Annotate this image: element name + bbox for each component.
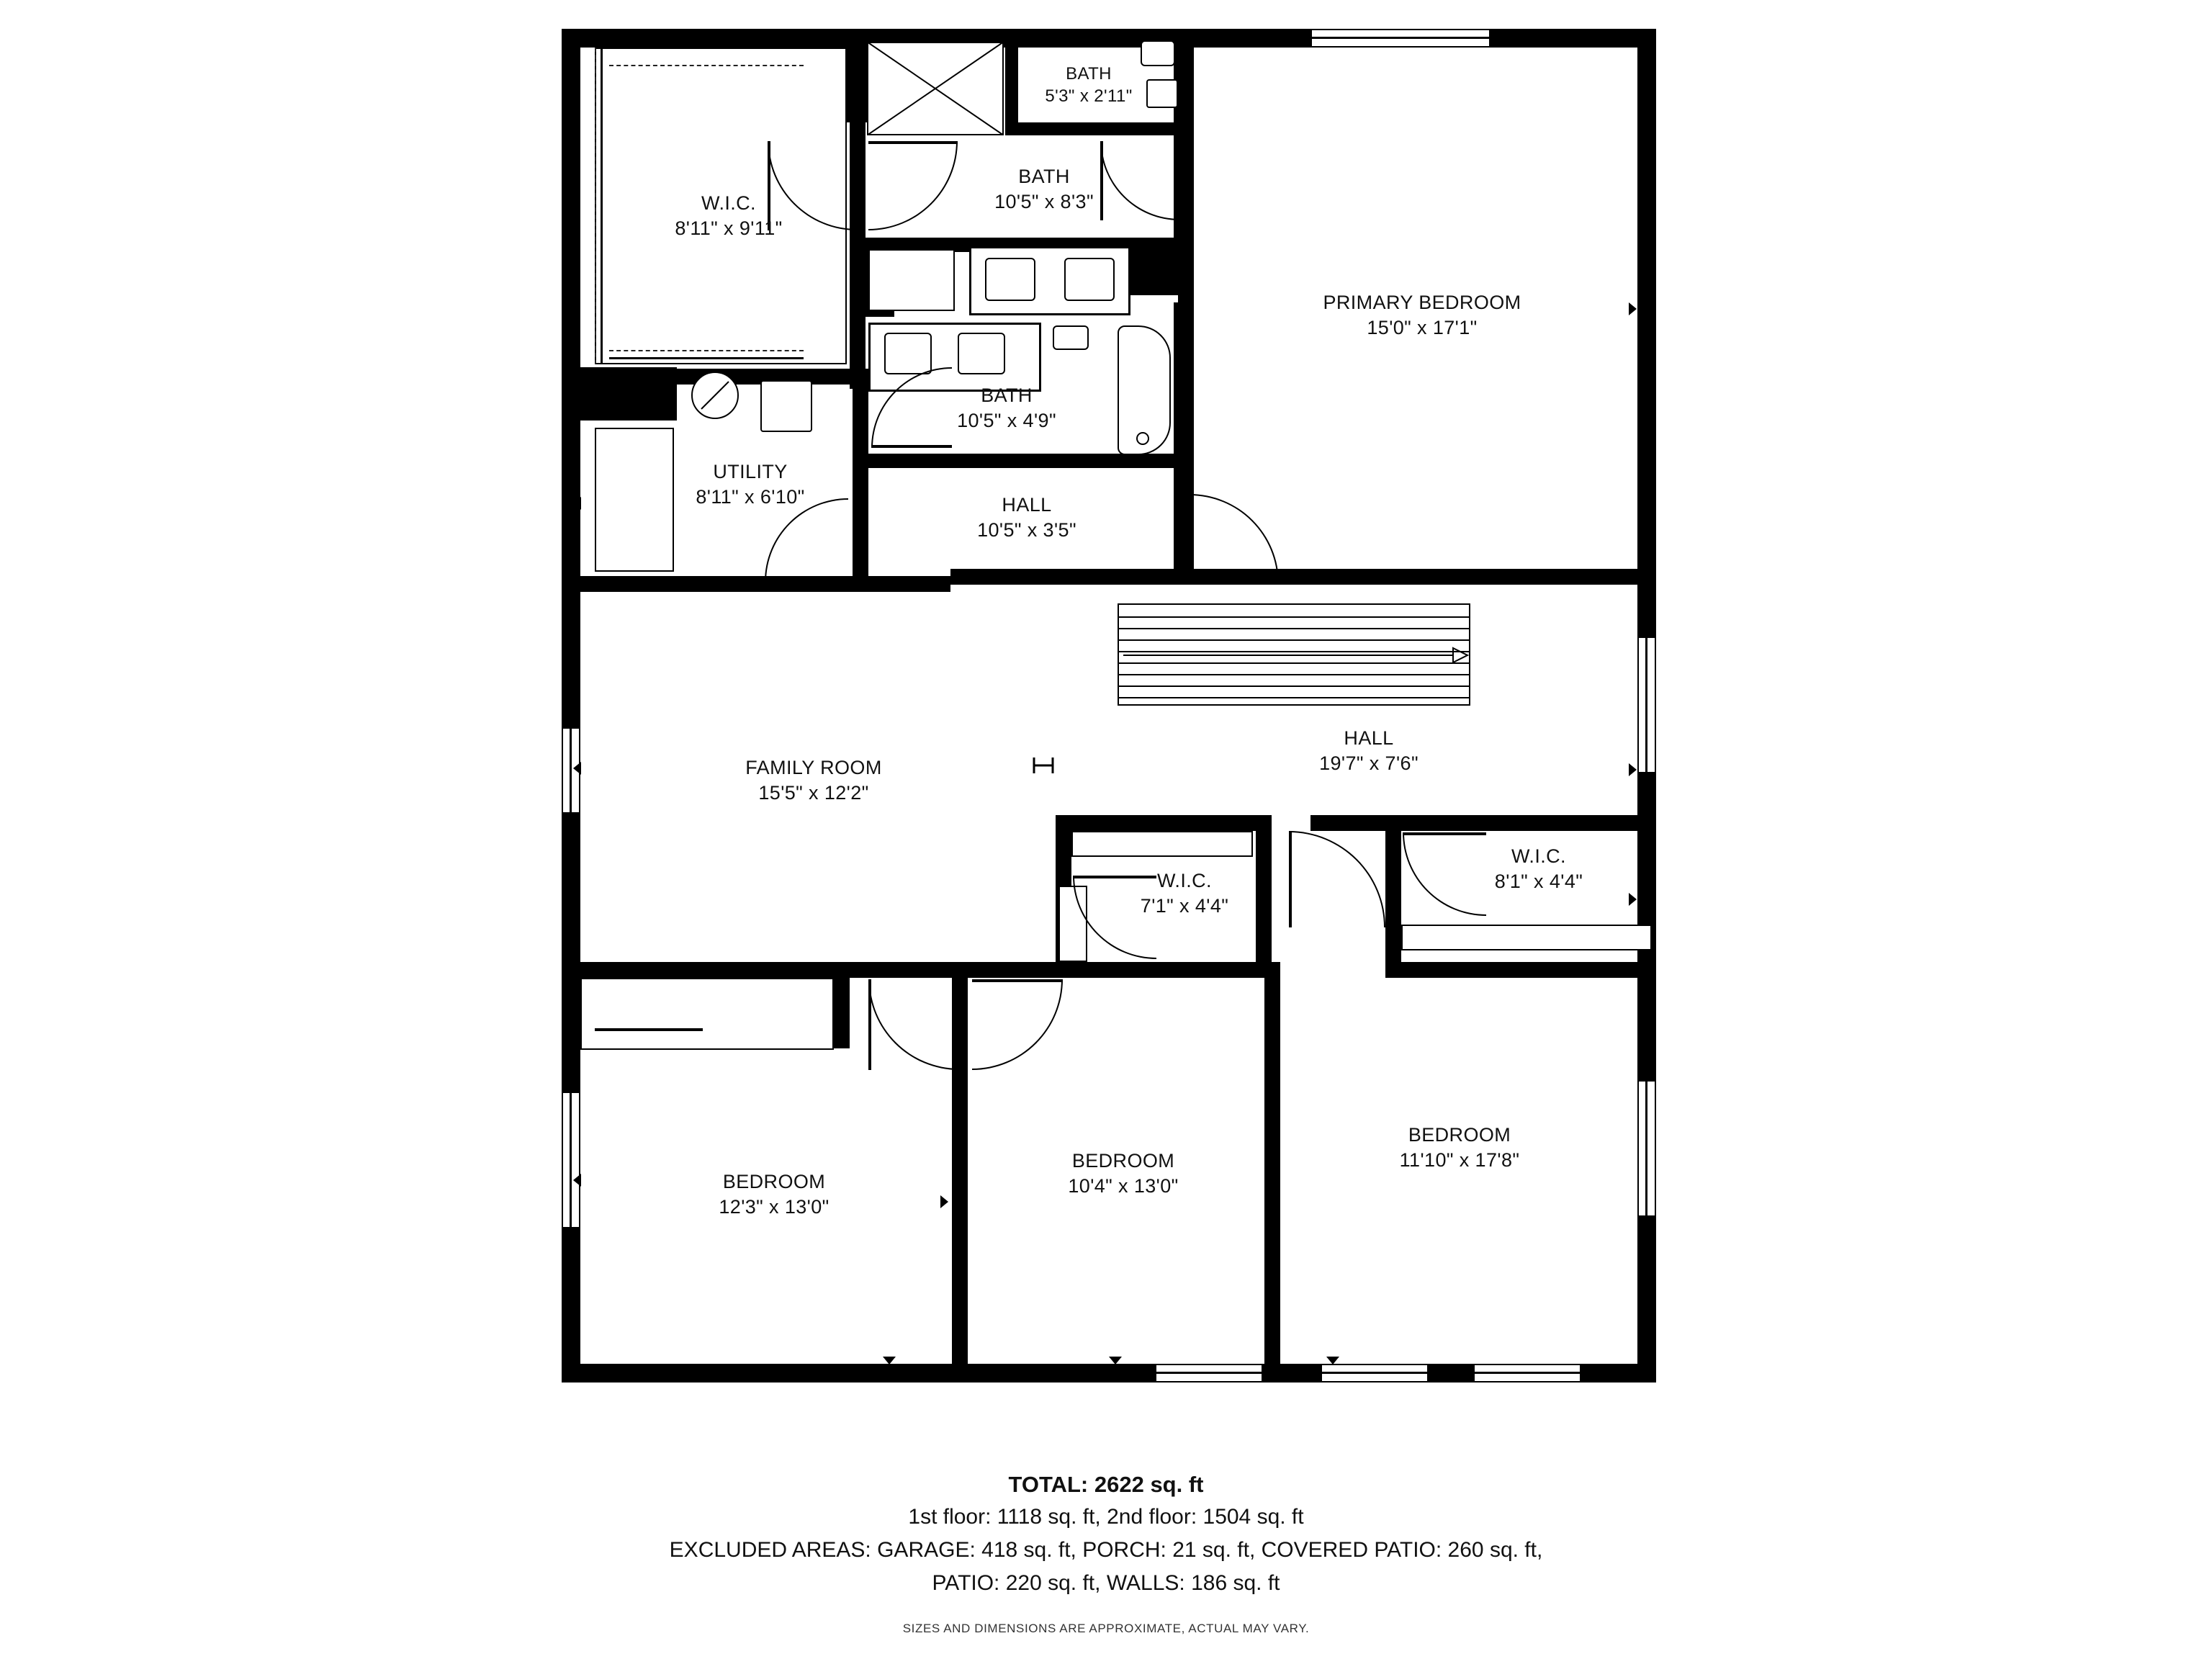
wic-middle-shelf-outline [1071,831,1253,857]
room-label-bath-primary [957,383,1056,433]
room-dims: 10'5" x 4'9" [957,409,1056,431]
arrow-marker-bedroom-left-wall [573,1174,581,1187]
room-name: W.I.C. [1511,845,1566,867]
wall-bedroom-left-top [562,962,850,978]
window-right-1-line [1645,637,1647,773]
wall-bedroom-left-top-right [834,962,850,1048]
room-dims: 8'11" x 6'10" [696,485,805,508]
room-label-bedroom-left [719,1169,829,1219]
door-bedroom-middle-leaf [972,979,1063,982]
footer-floor-breakdown: 1st floor: 1118 sq. ft, 2nd floor: 1504 sq. ft [908,1505,1304,1529]
window-left-1-line [570,727,572,814]
footer-total-area: TOTAL: 2622 sq. ft [1008,1472,1204,1497]
room-label-wic-right [1495,844,1583,894]
room-label-bath-main [994,164,1094,214]
door-utility-leaf [765,579,848,582]
sink-powder [1146,79,1178,108]
arrow-marker-family-room-left [573,762,581,775]
door-bath-main-right [1100,141,1179,220]
door-wic-right [1403,832,1486,916]
room-name: BATH [1018,166,1070,187]
door-bath-main-left [868,141,958,230]
room-dims: 11'10" x 17'8" [1399,1148,1520,1171]
room-name: BATH [1066,64,1112,84]
window-bottom-1-line [1155,1372,1263,1374]
window-left-2-line [570,1092,572,1228]
wic-primary-shelf-bottom [609,350,804,351]
wall-wic-middle-right [1256,815,1272,978]
room-dims: 5'3" x 2'11" [1045,86,1133,106]
sink-basin-upper-right [1064,258,1115,301]
wall-bedroom-mid-right-divider [1264,962,1280,1382]
room-name: PRIMARY BEDROOM [1323,292,1521,313]
arrow-marker-bedroom-right-bottom [1326,1357,1339,1364]
door-bedroom-left [868,979,959,1070]
room-name: BEDROOM [1408,1124,1511,1146]
door-bath-primary-leaf [871,445,952,448]
room-name: W.I.C. [1157,870,1212,891]
wic-primary-shelf-left [595,48,596,364]
arrow-marker-hall-lower-right [1629,763,1637,776]
room-dims: 15'0" x 17'1" [1367,316,1478,338]
wic-right-shelf-outline [1401,925,1652,950]
room-name: BATH [981,385,1033,406]
door-utility [765,498,848,582]
window-bottom-3-line [1473,1372,1581,1374]
shower-cross-icon [867,42,1004,135]
footer-disclaimer: SIZES AND DIMENSIONS ARE APPROXIMATE, ACTUAL MAY VARY. [902,1622,1310,1635]
wall-exterior-left-upper [562,29,580,576]
room-dims: 10'4" x 13'0" [1068,1174,1179,1197]
arrow-marker-bedroom-middle-right [1272,1174,1280,1187]
room-dims: 12'3" x 13'0" [719,1195,830,1218]
wall-wic-right-top [1310,815,1656,831]
room-name: BEDROOM [722,1171,826,1192]
bedroom-left-closet [580,978,834,1050]
room-dims: 10'5" x 3'5" [977,518,1076,541]
wall-wic-right-bottom [1385,962,1656,978]
wall-family-bottom-right [850,962,965,978]
room-name: W.I.C. [701,192,756,214]
door-bedroom-middle [972,979,1063,1070]
arrow-marker-hall-lower [1519,575,1532,583]
room-name: BEDROOM [1071,1150,1175,1172]
wall-upper-bottom-right [1087,569,1656,585]
door-bedroom-left-leaf [868,979,871,1070]
stairs-direction-arrow-icon [1123,641,1469,670]
wall-upper-left-bottom [562,576,950,592]
room-dims: 19'7" x 7'6" [1319,752,1419,774]
room-label-bath-powder [1045,63,1132,107]
room-name: HALL [1344,727,1394,749]
room-label-bedroom-right [1400,1123,1520,1172]
arrow-marker-primary-bedroom-bottom [1411,575,1424,583]
sink-basin-upper-left [985,258,1035,301]
wic-primary-rod-left [601,48,603,364]
arrow-marker-bedroom-right [1629,893,1637,906]
arrow-marker-wic-right-top [1519,821,1532,829]
opening-marker-family-room-icon [1031,757,1056,773]
door-bedroom-right-leaf [1289,831,1292,927]
wall-wic-right-left [1385,815,1401,978]
arrow-marker-utility-left [573,497,581,510]
room-label-wic-middle [1141,868,1228,918]
wall-exterior-top [562,29,1656,48]
wic-primary-shelf-top [609,65,804,66]
window-right-2-line [1645,1080,1647,1217]
door-bath-main-right-leaf [1100,141,1103,220]
utility-cabinet [760,380,812,432]
arrow-marker-bedroom-left-bottom [883,1357,896,1364]
footer-excluded-areas-line2: PATIO: 220 sq. ft, WALLS: 186 sq. ft [932,1571,1280,1595]
door-bedroom-right [1289,831,1385,927]
room-name: UTILITY [713,461,788,482]
room-dims: 8'1" x 4'4" [1494,870,1583,892]
room-name: FAMILY ROOM [745,757,882,778]
wall-exterior-left-lower [562,580,580,1382]
wall-wic-middle-bottom [965,962,1272,978]
room-dims: 7'1" x 4'4" [1140,894,1229,917]
room-label-primary-bedroom [1323,290,1521,340]
utility-counter [595,428,674,572]
room-label-utility [696,459,804,509]
door-primary-bedroom-leaf [1190,494,1192,583]
wall-bath-powder-bottom [1005,122,1178,135]
arrow-marker-primary-bedroom [1629,302,1637,315]
room-dims: 10'5" x 8'3" [994,190,1094,212]
wall-bath-primary-bottom [866,454,1190,468]
wall-hall-upper-left [853,468,868,583]
room-label-bedroom-middle [1068,1148,1178,1198]
toilet-primary-bath [1053,325,1089,350]
window-top-1-line [1310,37,1491,39]
door-primary-bedroom [1190,494,1279,583]
room-label-hall-lower [1319,726,1419,775]
linen-closet-upper [868,249,955,311]
room-label-hall-upper [977,493,1076,542]
toilet-powder [1141,40,1175,66]
bathtub-drain [1136,432,1149,445]
room-label-family-room [745,755,881,805]
room-label-wic-primary [675,191,782,240]
sink-basin-lower-right [958,333,1005,374]
footer-excluded-areas-line1: EXCLUDED AREAS: GARAGE: 418 sq. ft, PORCH: 21 sq. ft, COVERED PATIO: 260 sq. ft, [669,1538,1543,1562]
room-dims: 8'11" x 9'11" [675,217,783,239]
bedroom-left-closet-rod [595,1028,703,1031]
door-bath-main-left-leaf [868,141,958,144]
water-heater-mark-icon [691,372,739,419]
sink-basin-lower-left [884,333,932,374]
wic-primary-rod-bottom [609,357,804,359]
vanity-bath-main [969,242,1130,245]
wall-bath-top-divider [1005,29,1018,130]
door-wic-right-leaf [1403,832,1486,835]
window-bottom-2-line [1321,1372,1429,1374]
room-dims: 15'5" x 12'2" [758,781,869,804]
arrow-marker-hall-upper-left [1015,575,1028,583]
room-name: HALL [1002,494,1052,516]
arrow-marker-bedroom-left-right [940,1195,948,1208]
arrow-marker-wic-middle-top [1162,821,1175,829]
arrow-marker-bedroom-middle-bottom [1109,1357,1122,1364]
